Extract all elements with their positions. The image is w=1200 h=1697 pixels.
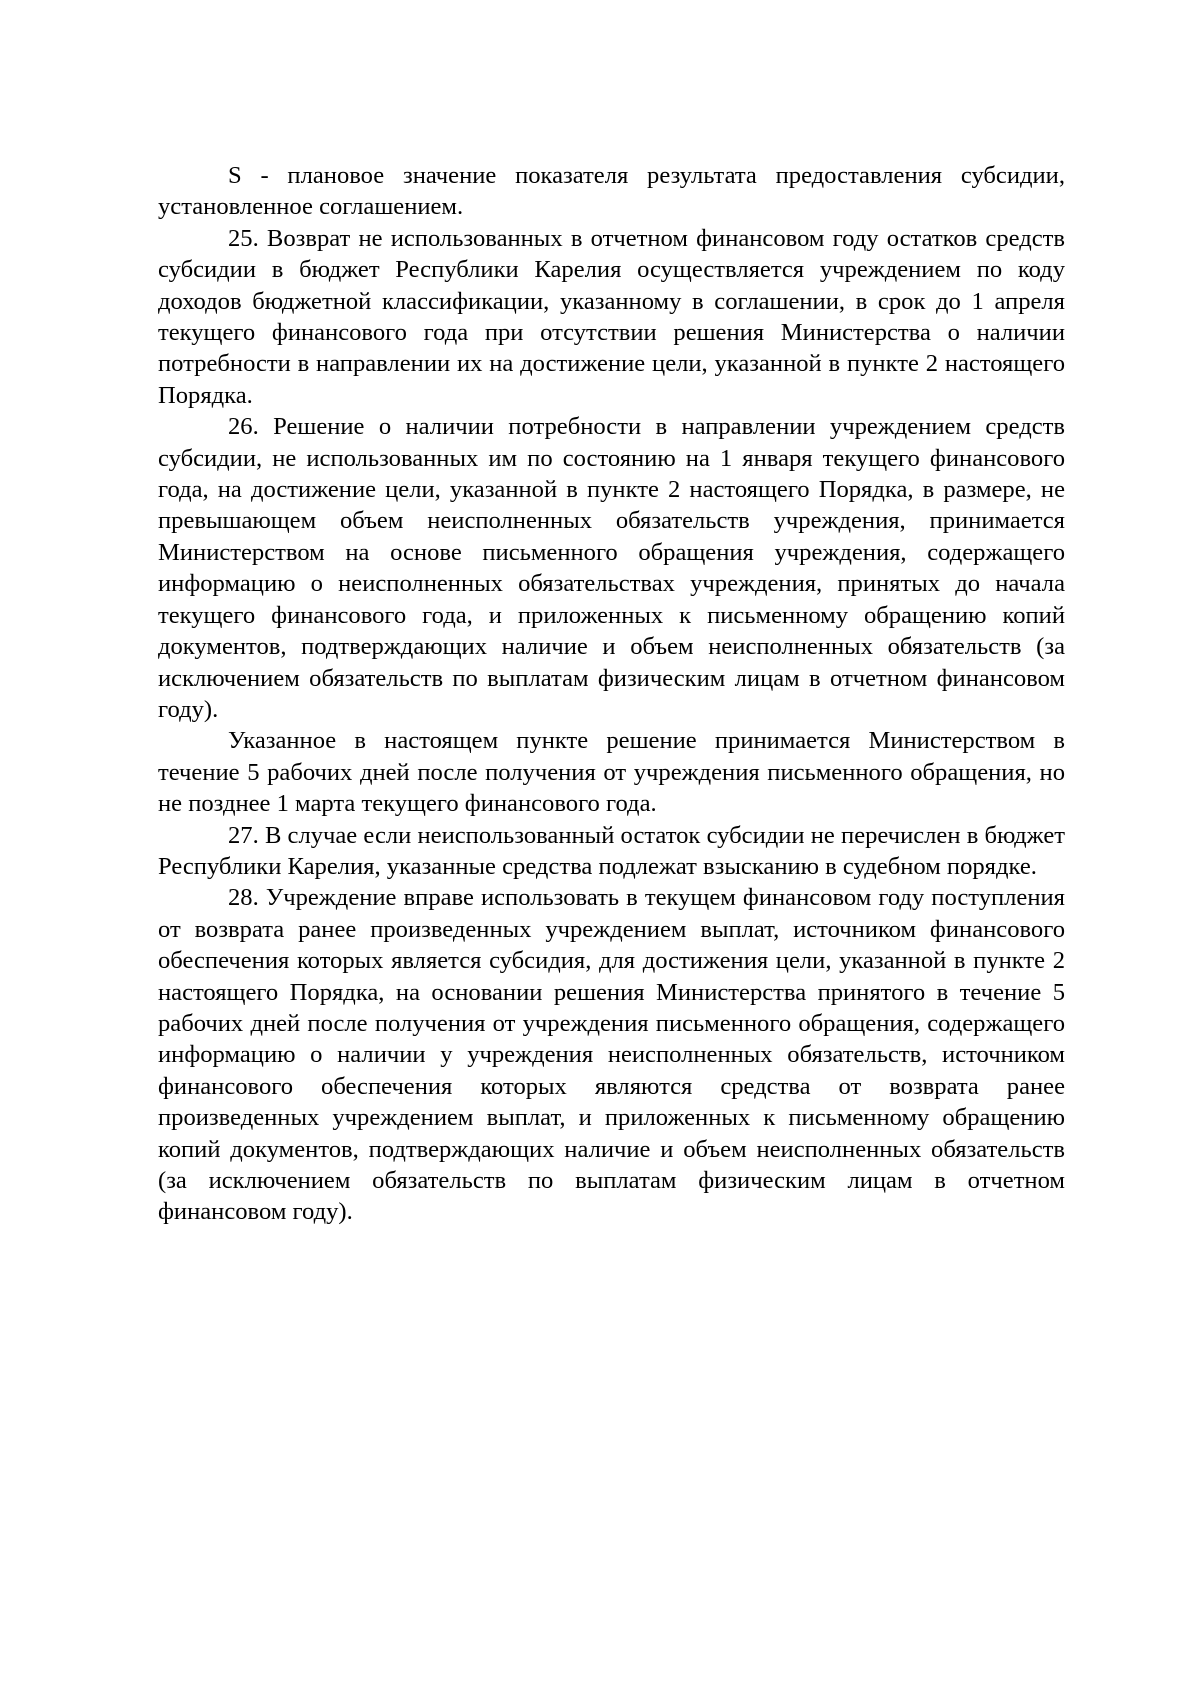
paragraph-25: 25. Возврат не использованных в отчетном финансовом году остатков средств субсидии в бюджет Республики Карелия осуществляется учреждением по коду доходов бюджетной классификации, указанному в соглашении, в срок до 1 апреля текущего финансового года при отсутствии решения Министерства о наличии потребности в направлении их на достижение цели, указанной в пункте 2 настоящего Порядка.	[158, 224, 1065, 409]
paragraph-26-decision: Указанное в настоящем пункте решение принимается Министерством в течение 5 рабочих дней после получения от учреждения письменного обращения, но не позднее 1 марта текущего финансового года.	[158, 727, 1065, 818]
document-page	[158, 160, 1065, 1228]
paragraph-indicator-definition: S - плановое значение показателя результата предоставления субсидии, установленное соглашением.	[158, 162, 1065, 221]
paragraph-27: 27. В случае если неиспользованный остаток субсидии не перечислен в бюджет Республики Карелия, указанные средства подлежат взысканию в судебном порядке.	[158, 821, 1065, 880]
paragraph-28: 28. Учреждение вправе использовать в текущем финансовом году поступления от возврата ранее произведенных учреждением выплат, источником финансового обеспечения которых является субсидия, для достижения цели, указанной в пункте 2 настоящего Порядка, на основании решения Министерства принятого в течение 5 рабочих дней после получения от учреждения письменного обращения, содержащего информацию о наличии у учреждения неисполненных обязательств, источником финансового обеспечения которых являются средства от возврата ранее произведенных учреждением выплат, и приложенных к письменному обращению копий документов, подтверждающих наличие и объем неисполненных обязательств (за исключением обязательств по выплатам физическим лицам в отчетном финансовом году).	[158, 884, 1065, 1226]
paragraph-26: 26. Решение о наличии потребности в направлении учреждением средств субсидии, не использованных им по состоянию на 1 января текущего финансового года, на достижение цели, указанной в пункте 2 настоящего Порядка, в размере, не превышающем объем неисполненных обязательств учреждения, принимается Министерством на основе письменного обращения учреждения, содержащего информацию о неисполненных обязательствах учреждения, принятых до начала текущего финансового года, и приложенных к письменному обращению копий документов, подтверждающих наличие и объем неисполненных обязательств (за исключением обязательств по выплатам физическим лицам в отчетном финансовом году).	[158, 413, 1065, 723]
